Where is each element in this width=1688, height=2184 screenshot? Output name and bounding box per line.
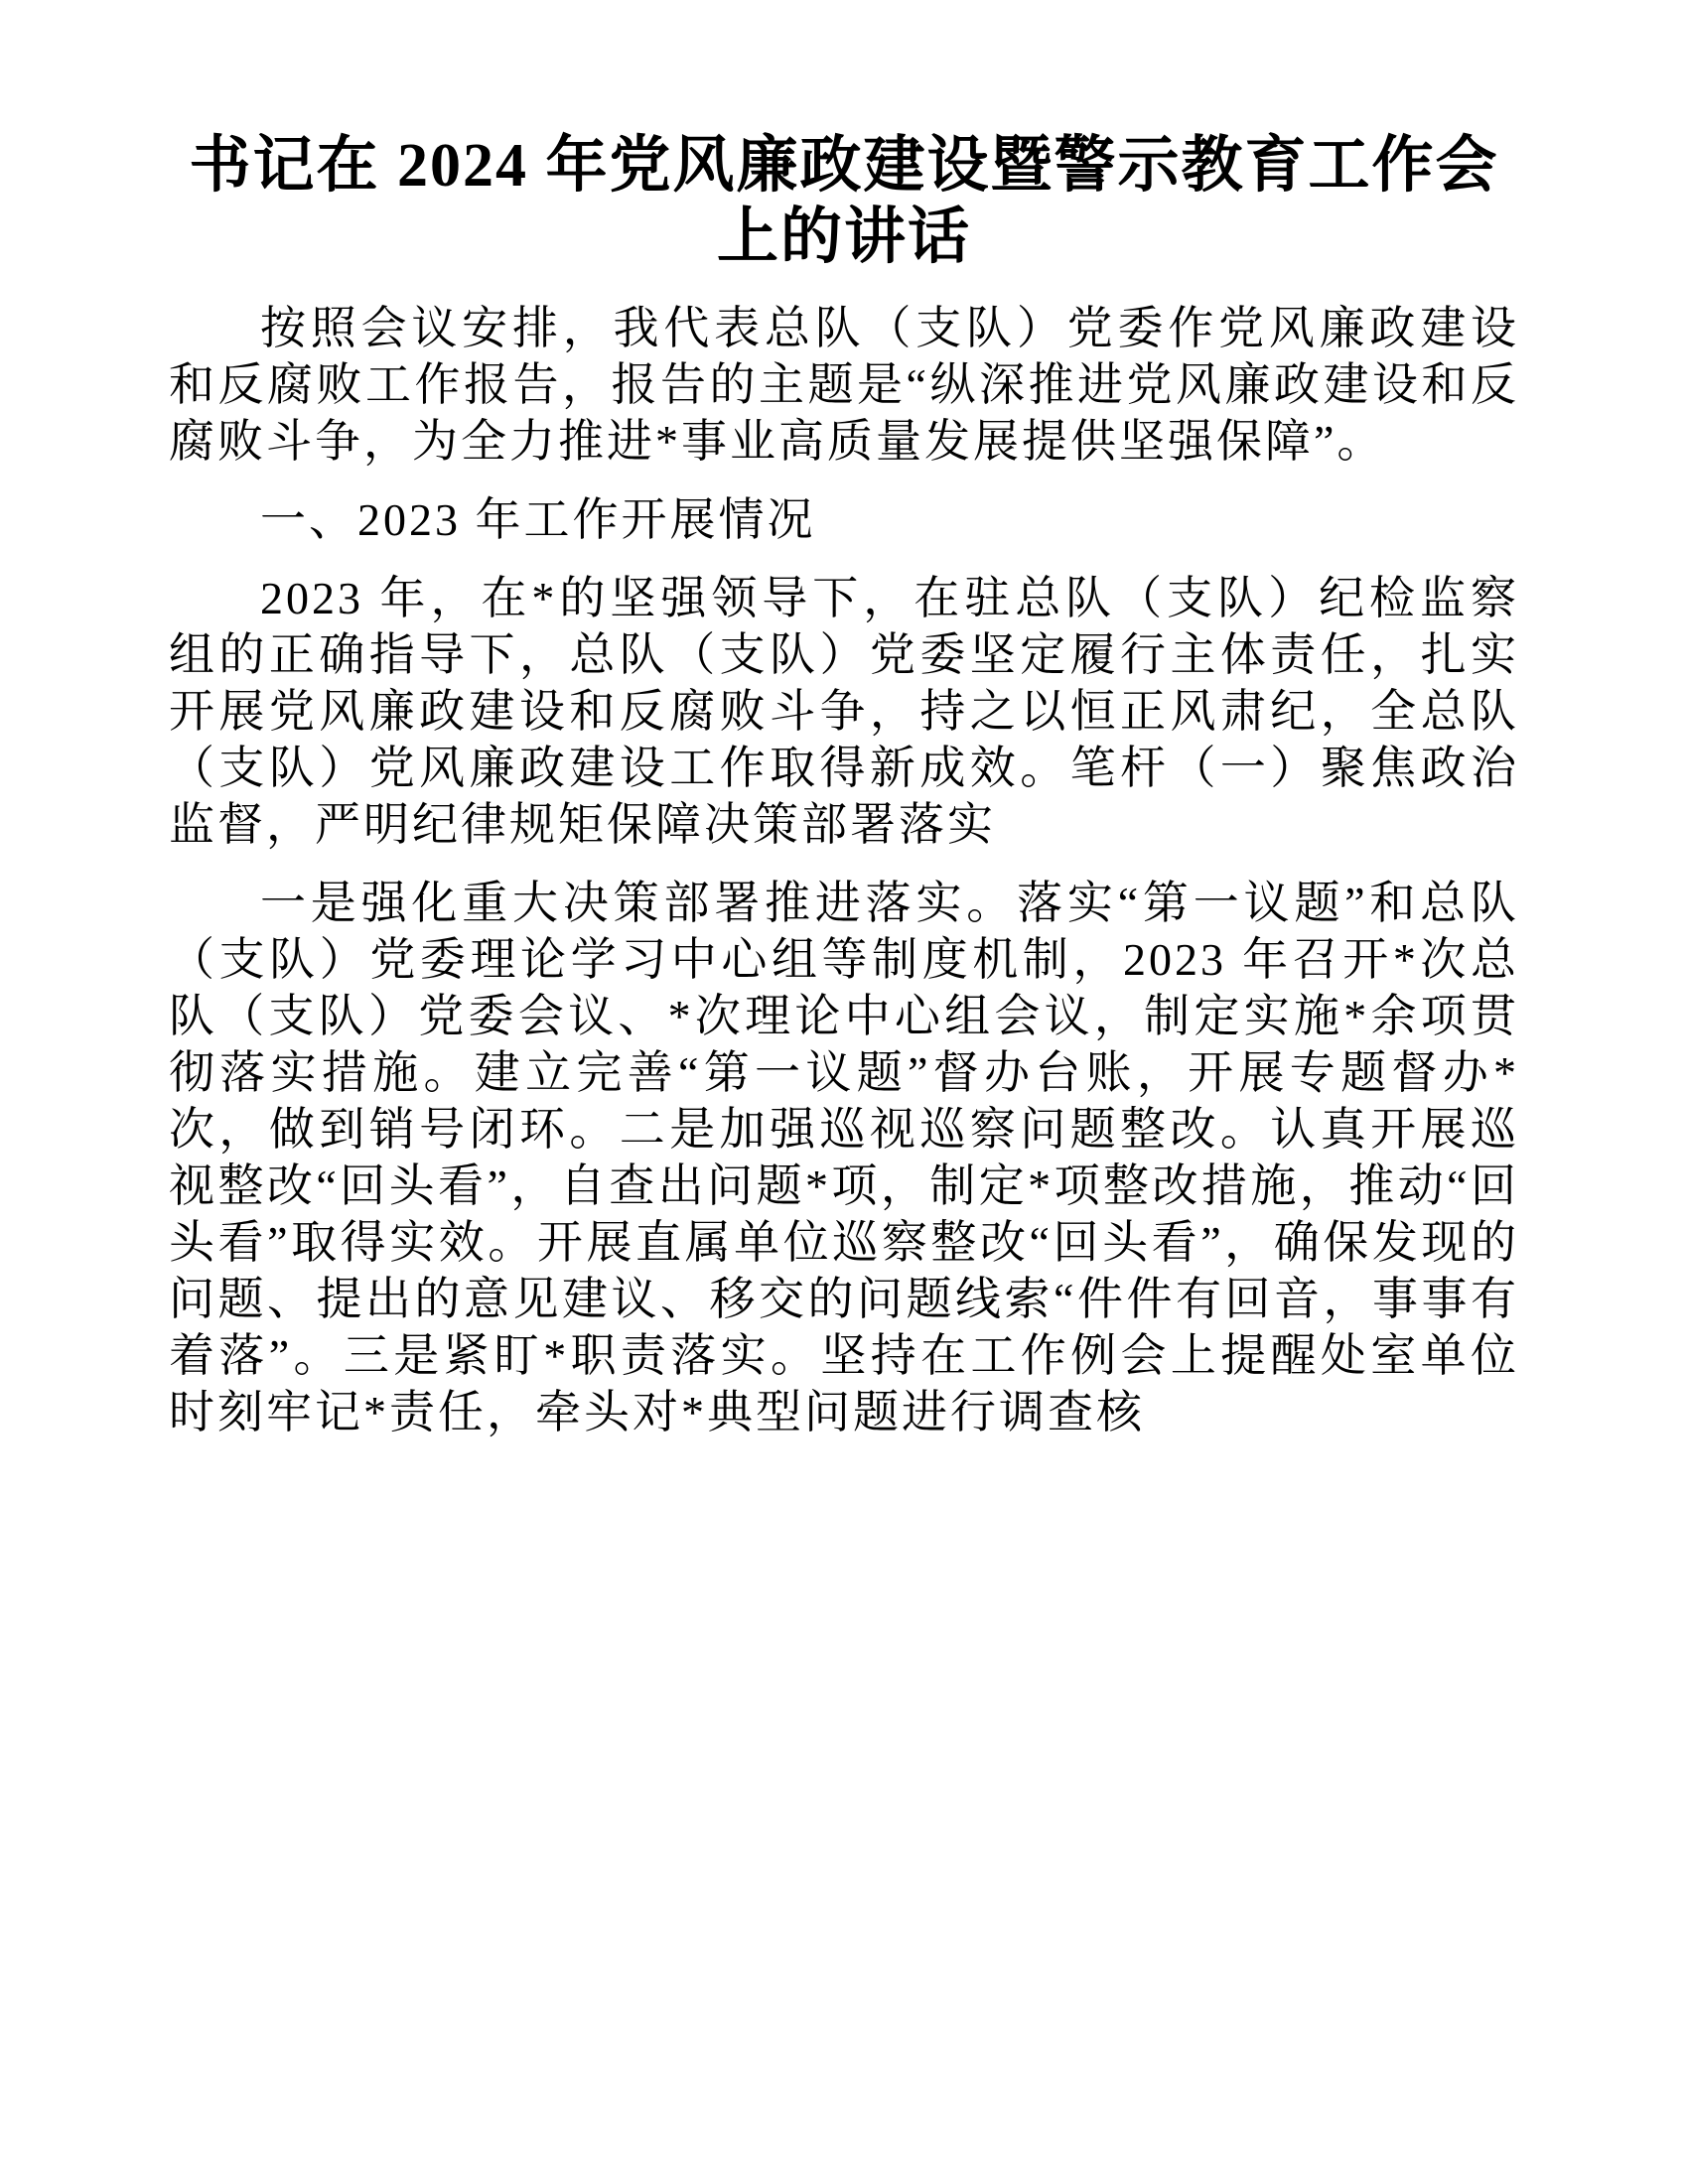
document-title-line-2: 上的讲话 xyxy=(716,203,971,271)
document-title-line-1: 书记在 2024 年党风廉政建设暨警示教育工作会 xyxy=(189,132,1499,200)
section-heading-2023-work: 一、2023 年工作开展情况 xyxy=(260,493,816,545)
paragraph-measures-detail: 一是强化重大决策部署推进落实。落实“第一议题”和总队（支队）党委理论学习中心组等制度机制，2023 年召开*次总队（支队）党委会议、*次理论中心组会议，制定实施*余项贯彻落实措施。建立完善“第一议题”督办台账，开展专题督办*次，做到销号闭环。二是加强巡视巡察问题整改。认真开展巡视整改“回头看”，自查出问题*项，制定*项整改措施，推动“回头看”取得实效。开展直属单位巡察整改“回头看”，确保发现的问题、提出的意见建议、移交的问题线索“件件有回音，事事有着落”。三是紧盯*职责落实。坚持在工作例会上提醒处室单位时刻牢记*责任，牵头对*典型问题进行调查核 xyxy=(169,877,1519,1437)
document-title xyxy=(169,131,1519,274)
paragraph-intro: 按照会议安排，我代表总队（支队）党委作党风廉政建设和反腐败工作报告，报告的主题是“纵深推进党风廉政建设和反腐败斗争，为全力推进*事业高质量发展提供坚强保障”。 xyxy=(169,302,1519,467)
paragraph-overview-2023: 2023 年，在*的坚强领导下，在驻总队（支队）纪检监察组的正确指导下，总队（支队）党委坚定履行主体责任，扎实开展党风廉政建设和反腐败斗争，持之以恒正风肃纪，全总队（支队）党风廉政建设工作取得新成效。笔杆（一）聚焦政治监督，严明纪律规矩保障决策部署落实 xyxy=(169,572,1519,850)
document-body xyxy=(169,300,1519,1440)
